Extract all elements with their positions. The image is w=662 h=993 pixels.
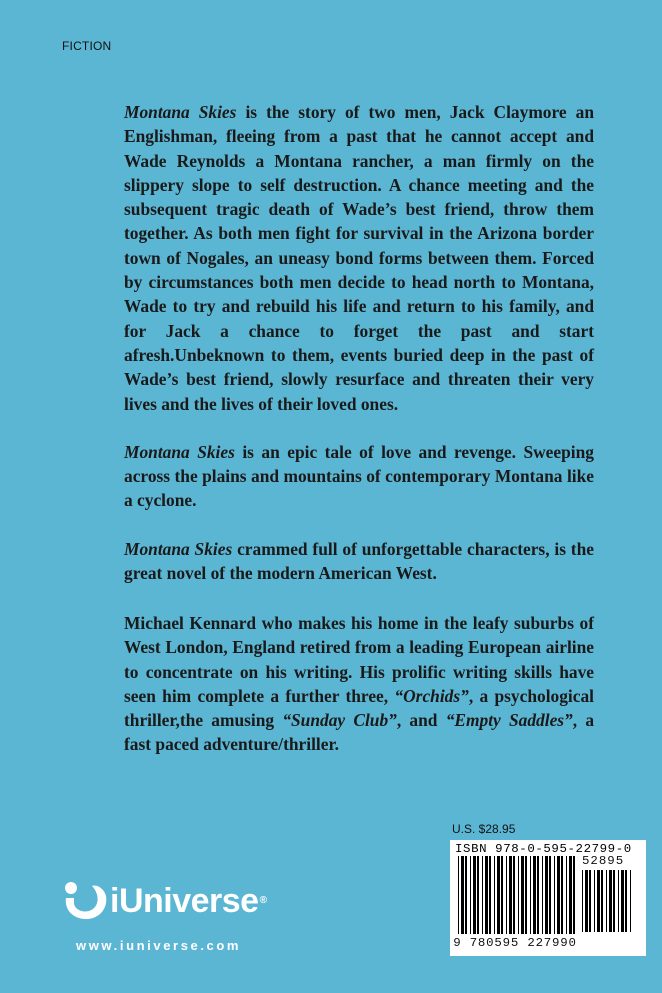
barcode-bar xyxy=(501,856,503,934)
book-title: Montana Skies xyxy=(124,102,237,122)
barcode-bar xyxy=(494,856,495,934)
barcode-bar xyxy=(589,870,591,932)
barcode-bar xyxy=(489,856,491,934)
barcode-bar xyxy=(506,856,507,934)
barcode-bar xyxy=(573,856,575,934)
barcode-bar xyxy=(554,856,555,934)
price-label: U.S. $28.95 xyxy=(452,822,516,836)
barcode-bar xyxy=(518,856,519,934)
barcode-bar xyxy=(485,856,488,934)
book-title: Montana Skies xyxy=(124,441,235,462)
barcode-bar xyxy=(458,856,459,934)
barcode-bar xyxy=(542,856,543,934)
barcode-bar xyxy=(606,870,607,932)
book-title: “Sunday Club” xyxy=(282,710,397,731)
blurb-paragraph-3: Montana Skies crammed full of unforgettable characters, is the great novel of the modern American West. xyxy=(124,538,594,584)
barcode-bar xyxy=(537,856,539,934)
barcode-bar xyxy=(497,856,500,934)
barcode-bar xyxy=(618,870,619,932)
barcode-bar xyxy=(470,856,471,934)
barcode-bar xyxy=(601,870,603,932)
book-blurb xyxy=(124,100,594,609)
barcode-bar xyxy=(609,870,612,932)
barcode-bar xyxy=(530,856,531,934)
barcode-bar xyxy=(477,856,479,934)
publisher-logo xyxy=(62,880,266,922)
barcode-bar xyxy=(549,856,551,934)
blurb-paragraph-2: Montana Skies is an epic tale of love and revenge. Sweeping across the plains and mountains of contemporary Montana like a cyclone. xyxy=(124,441,594,511)
barcode-bar xyxy=(509,856,512,934)
barcode-bar xyxy=(525,856,527,934)
genre-label: FICTION xyxy=(62,39,112,53)
barcode-bar xyxy=(597,870,600,932)
barcode-bar xyxy=(545,856,548,934)
barcode-bar xyxy=(594,870,595,932)
barcode-bar xyxy=(465,856,467,934)
barcode-bar xyxy=(630,870,631,932)
barcode-bar xyxy=(621,870,624,932)
book-title: “Orchids” xyxy=(394,685,469,706)
barcode-bar xyxy=(521,856,524,934)
barcode-bar xyxy=(585,870,588,932)
barcode-bar xyxy=(561,856,563,934)
book-title: Montana Skies xyxy=(124,538,233,559)
barcode-bar xyxy=(613,870,615,932)
publisher-website: www.iuniverse.com xyxy=(76,938,242,953)
book-title: “Empty Saddles” xyxy=(445,710,573,731)
isbn-barcode xyxy=(450,840,646,956)
barcode-bar xyxy=(557,856,560,934)
iuniverse-logo-icon xyxy=(62,880,110,922)
barcode-bar xyxy=(569,856,572,934)
author-bio: Michael Kennard who makes his home in the leafy suburbs of West London, England retired from a leading European airline to concentrate on his writing. His prolific writing skills have seen him complete a further three, “Orchids”, a psychological thriller,the amusing “Sunday Club”, and “Empty Saddles”, a fast paced adventure/thriller. xyxy=(124,613,595,755)
price-addon-number: 52895 xyxy=(582,854,625,868)
isbn-number: ISBN 978-0-595-22799-0 xyxy=(455,842,632,856)
barcode-bar xyxy=(582,870,583,932)
barcode-bar xyxy=(482,856,483,934)
ean-number: 9 780595 227990 xyxy=(453,936,577,950)
ean-barcode-bars xyxy=(458,856,578,936)
barcode-bar xyxy=(566,856,567,934)
barcode-bar xyxy=(625,870,627,932)
barcode-bar xyxy=(513,856,515,934)
blurb-paragraph-1: Montana Skies is the story of two men, Jack Claymore an Englishman, fleeing from a past that he cannot accept and Wade Reynolds a Montana rancher, a man firmly on the slippery slope to self destruction. A chance meeting and the subsequent tragic death of Wade’s best friend, throw them together. As both men fight for survival in the Arizona border town of Nogales, an uneasy bond forms between them. Forced by circumstances both men decide to head north to Montana, Wade to try and rebuild his life and return to his family, and for Jack a chance to forget the past and start afresh.Unbeknown to them, events buried deep in the past of Wade’s best friend, slowly resurface and threaten their very lives and the lives of their loved ones. xyxy=(124,102,594,414)
addon-barcode-bars xyxy=(582,870,636,932)
barcode-bar xyxy=(461,856,464,934)
barcode-bar xyxy=(473,856,476,934)
publisher-name: iUniverse® xyxy=(110,882,267,920)
barcode-bar xyxy=(533,856,536,934)
